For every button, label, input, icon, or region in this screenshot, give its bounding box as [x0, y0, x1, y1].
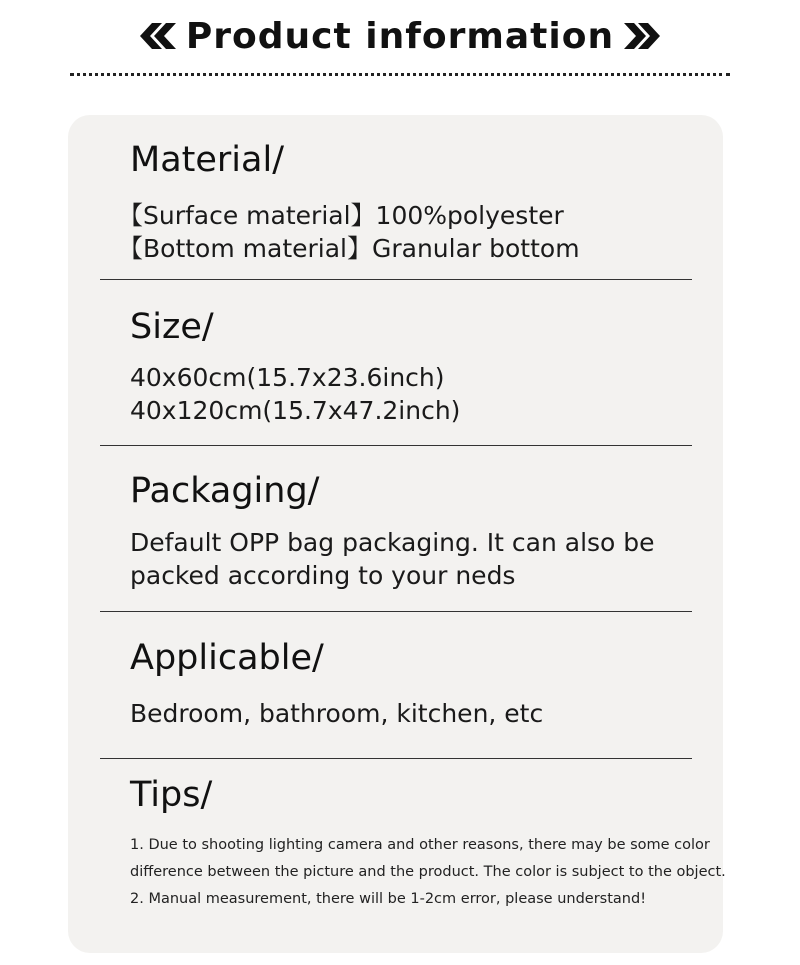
packaging-line-1: Default OPP bag packaging. It can also be: [130, 528, 655, 557]
material-heading: Material/: [130, 140, 284, 180]
applicable-heading: Applicable/: [130, 638, 324, 678]
material-line-1: 【Surface material】100%polyester: [118, 201, 564, 230]
page-title: Product information: [185, 15, 615, 57]
size-heading: Size/: [130, 307, 214, 347]
double-chevron-left-icon: [138, 23, 178, 49]
packaging-line-2: packed according to your neds: [130, 561, 516, 590]
size-line-1: 40x60cm(15.7x23.6inch): [130, 363, 445, 392]
packaging-heading: Packaging/: [130, 471, 320, 511]
tip-line-1: 1. Due to shooting lighting camera and other reasons, there may be some color: [130, 837, 710, 853]
applicable-line-1: Bedroom, bathroom, kitchen, etc: [130, 699, 544, 728]
tip-line-3: 2. Manual measurement, there will be 1-2cm error, please understand!: [130, 891, 647, 907]
section-divider: [100, 611, 692, 612]
tips-heading: Tips/: [130, 775, 213, 815]
section-divider: [100, 758, 692, 759]
tip-line-2: difference between the picture and the product. The color is subject to the object.: [130, 864, 726, 880]
double-chevron-right-icon: [622, 23, 662, 49]
section-divider: [100, 279, 692, 280]
section-divider: [100, 445, 692, 446]
size-line-2: 40x120cm(15.7x47.2inch): [130, 396, 461, 425]
header: [0, 12, 800, 60]
material-line-2: 【Bottom material】Granular bottom: [118, 234, 580, 263]
header-dotted-divider: [70, 73, 730, 76]
